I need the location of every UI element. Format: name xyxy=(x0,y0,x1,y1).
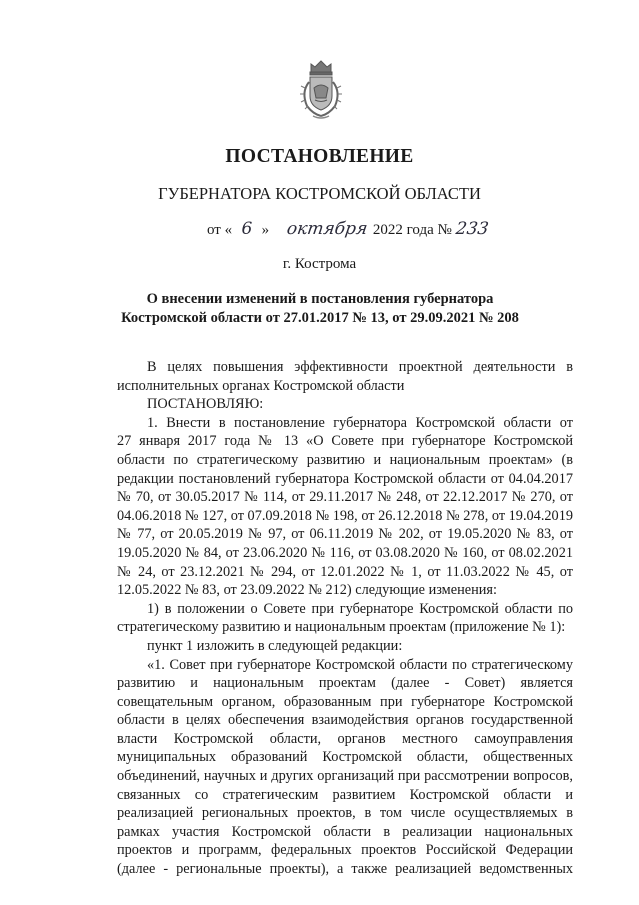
date-number-line xyxy=(207,219,488,239)
heading-line: О внесении изменений в постановления губернатора xyxy=(146,291,494,307)
date-year-text: 2022 года № xyxy=(372,222,452,238)
date-quote-close: » xyxy=(261,222,270,238)
body-line: пункт 1 изложить в следующей редакции: xyxy=(147,637,403,654)
body-line: власти Костромской области, органов местного самоуправления xyxy=(117,730,573,747)
document-body xyxy=(117,358,573,879)
issuer-line: ГУБЕРНАТОРА КОСТРОМСКОЙ ОБЛАСТИ xyxy=(158,184,481,203)
body-line: (далее - региональные проекты), а также реализацией ведомственных xyxy=(117,861,573,878)
body-line: 12.05.2022 № 83, от 23.09.2022 № 212) следующие изменения: xyxy=(117,582,497,599)
coat-of-arms-icon xyxy=(293,58,349,122)
document-title: ПОСТАНОВЛЕНИЕ xyxy=(225,146,414,167)
body-line: редакции постановлений губернатора Костромской области от 04.04.2017 xyxy=(117,470,573,487)
body-line: 1. Внести в постановление губернатора Костромской области от xyxy=(147,414,573,431)
body-line: связанных со стратегическим развитием Костромской области и xyxy=(117,786,573,803)
document-heading xyxy=(80,290,560,328)
body-line: объединений, научных и других организаций при рассмотрении вопросов, xyxy=(117,768,573,785)
body-line: области в целях обеспечения взаимодействия органов государственной xyxy=(117,712,573,729)
body-line: стратегическому развитию и национальным проектам (приложение № 1): xyxy=(117,619,566,636)
document-number-handwritten: 233 xyxy=(454,219,490,239)
city-line: г. Кострома xyxy=(282,256,357,272)
date-prefix: от « xyxy=(207,222,233,238)
body-line: 19.05.2020 № 84, от 23.06.2020 № 116, от 03.08.2020 № 160, от 08.02.2021 xyxy=(117,544,573,561)
body-line: 04.06.2018 № 127, от 07.09.2018 № 198, от 26.12.2018 № 278, от 19.04.2019 xyxy=(117,507,573,524)
date-month-handwritten: октября xyxy=(285,219,369,239)
body-line: 1) в положении о Совете при губернаторе Костромской области по xyxy=(147,600,573,617)
body-line: области по стратегическому развитию и национальным проектам» (в xyxy=(117,451,573,468)
body-line: «1. Совет при губернаторе Костромской области по стратегическому xyxy=(147,656,573,673)
date-day-handwritten: 6 xyxy=(241,219,253,239)
body-line: совещательным органом, образованным при губернаторе Костромской xyxy=(117,693,573,710)
body-line: ПОСТАНОВЛЯЮ: xyxy=(147,396,264,413)
body-line: исполнительных органах Костромской области xyxy=(117,377,405,394)
body-line: 27 января 2017 года № 13 «О Совете при губернаторе Костромской xyxy=(117,433,573,450)
body-line: В целях повышения эффективности проектной деятельности в xyxy=(147,359,573,375)
heading-line: Костромской области от 27.01.2017 № 13, от 29.09.2021 № 208 xyxy=(121,310,519,326)
body-line: муниципальных образований Костромской области, общественных xyxy=(117,749,573,766)
body-line: развитию и национальным проектам (далее - Совет) является xyxy=(117,675,573,692)
body-line: рамках участия Костромской области в реализации национальных xyxy=(117,823,573,840)
body-line: реализацией региональных проектов, в том числе осуществляемых в xyxy=(117,805,573,822)
body-line: № 70, от 30.05.2017 № 114, от 29.11.2017 № 248, от 22.12.2017 № 270, от xyxy=(117,489,573,506)
body-line: № 77, от 20.05.2019 № 97, от 06.11.2019 № 202, от 19.05.2020 № 83, от xyxy=(117,526,573,543)
body-line: № 24, от 23.12.2021 № 294, от 12.01.2022 № 1, от 11.03.2022 № 45, от xyxy=(117,563,573,580)
body-line: проектов и программ, федеральных проектов Российской Федерации xyxy=(117,842,573,859)
